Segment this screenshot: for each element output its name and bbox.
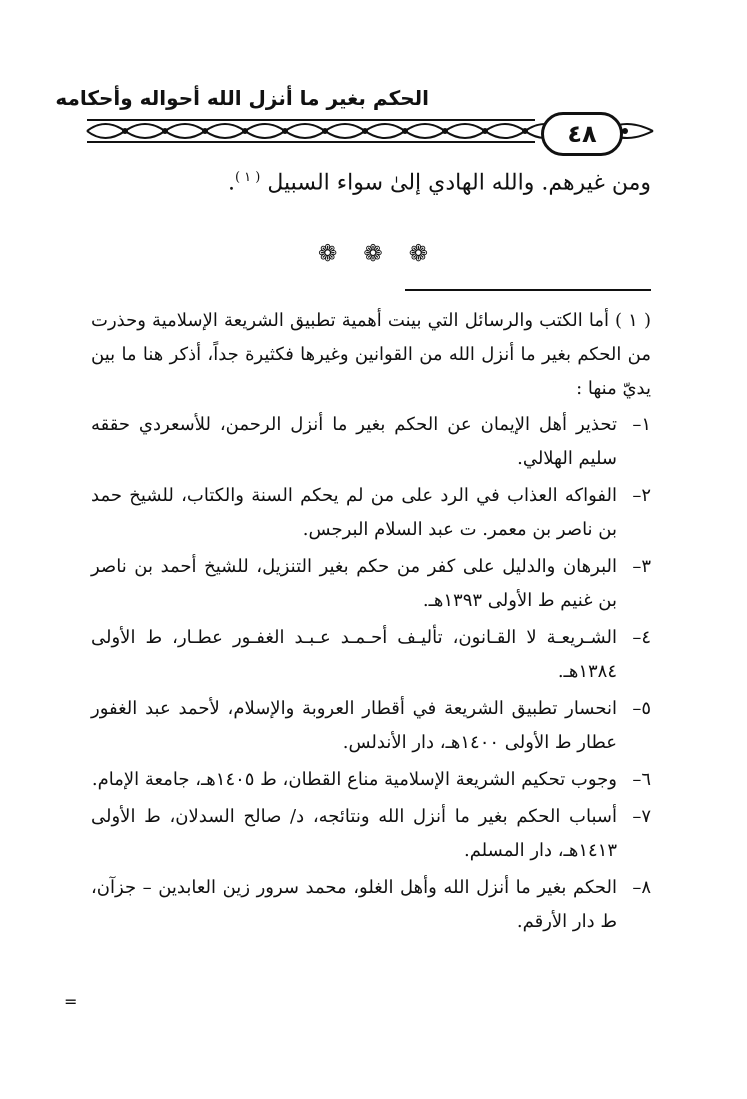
footnote-list-item xyxy=(91,692,651,760)
item-number: ٢– xyxy=(632,485,651,506)
main-text: ومن غيرهم. والله الهادي إلىٰ سواء السبيل xyxy=(267,170,651,196)
corner-mark: = xyxy=(64,992,78,1011)
item-text: وجوب تحكيم الشريعة الإسلامية مناع القطان، ط ١٤٠٥هـ، جامعة الإمام. xyxy=(91,769,617,790)
item-text: الشـريعـة لا القـانون، تأليـف أحـمـد عـبـد الغفـور عطـار، ط الأولى ١٣٨٤هـ. xyxy=(91,627,617,682)
section-separator xyxy=(318,240,428,268)
item-text: أسباب الحكم بغير ما أنزل الله ونتائجه، د/ صالح السدلان، ط الأولى ١٤١٣هـ، دار المسلم. xyxy=(91,806,617,861)
footnote-list-item xyxy=(91,871,651,939)
item-number: ١– xyxy=(632,414,651,435)
item-number: ٤– xyxy=(632,627,651,648)
page-number: ٤٨ xyxy=(541,112,623,156)
footnote-list-item xyxy=(91,800,651,868)
footnote-marker: ( ١ ) xyxy=(614,310,652,331)
footnote-reference: ( ١ ) xyxy=(234,170,261,185)
item-number: ٥– xyxy=(632,698,651,719)
footnote-intro-text: أما الكتب والرسائل التي بينت أهمية تطبيق الشريعة الإسلامية وحذرت من الحكم بغير ما أنزل الله من القوانين وغيرها فكثيرة جداً، أذكر هنا ما بين يديّ منها : xyxy=(91,310,651,399)
footnote-list-item xyxy=(91,479,651,547)
item-number: ٨– xyxy=(632,877,651,898)
footnote-separator-rule xyxy=(405,289,651,291)
flower-ornament-icon: ❁ xyxy=(363,241,383,267)
footnote-list-item xyxy=(91,621,651,689)
item-text: البرهان والدليل على كفر من حكم بغير التنزيل، للشيخ أحمد بن ناصر بن غنيم ط الأولى ١٣٩٣هـ. xyxy=(91,556,617,611)
flower-ornament-icon: ❁ xyxy=(408,241,428,267)
item-text: الحكم بغير ما أنزل الله وأهل الغلو، محمد سرور زين العابدين – جزآن، ط دار الأرقم. xyxy=(91,877,617,932)
footnote-list-item xyxy=(91,550,651,618)
item-text: الفواكه العذاب في الرد على من لم يحكم السنة والكتاب، للشيخ حمد بن ناصر بن معمر. ت عبد السلام البرجس. xyxy=(91,485,617,540)
main-text-line xyxy=(228,170,651,195)
end-period: . xyxy=(227,170,235,196)
item-number: ٣– xyxy=(632,556,651,577)
footnote-list-item xyxy=(91,408,651,476)
footnotes-block xyxy=(91,304,651,942)
item-number: ٧– xyxy=(632,806,651,827)
item-text: انحسار تطبيق الشريعة في أقطار العروبة والإسلام، لأحمد عبد الغفور عطار ط الأولى ١٤٠٠هـ، دار الأندلس. xyxy=(91,698,617,753)
flower-ornament-icon: ❁ xyxy=(318,241,338,267)
item-number: ٦– xyxy=(632,769,651,790)
running-title: الحكم بغير ما أنزل الله أحواله وأحكامه xyxy=(55,86,429,110)
footnote-list-item xyxy=(91,763,651,797)
item-text: تحذير أهل الإيمان عن الحكم بغير ما أنزل الرحمن، للأسعردي حققه سليم الهلالي. xyxy=(91,414,617,469)
footnote-intro xyxy=(91,304,651,406)
